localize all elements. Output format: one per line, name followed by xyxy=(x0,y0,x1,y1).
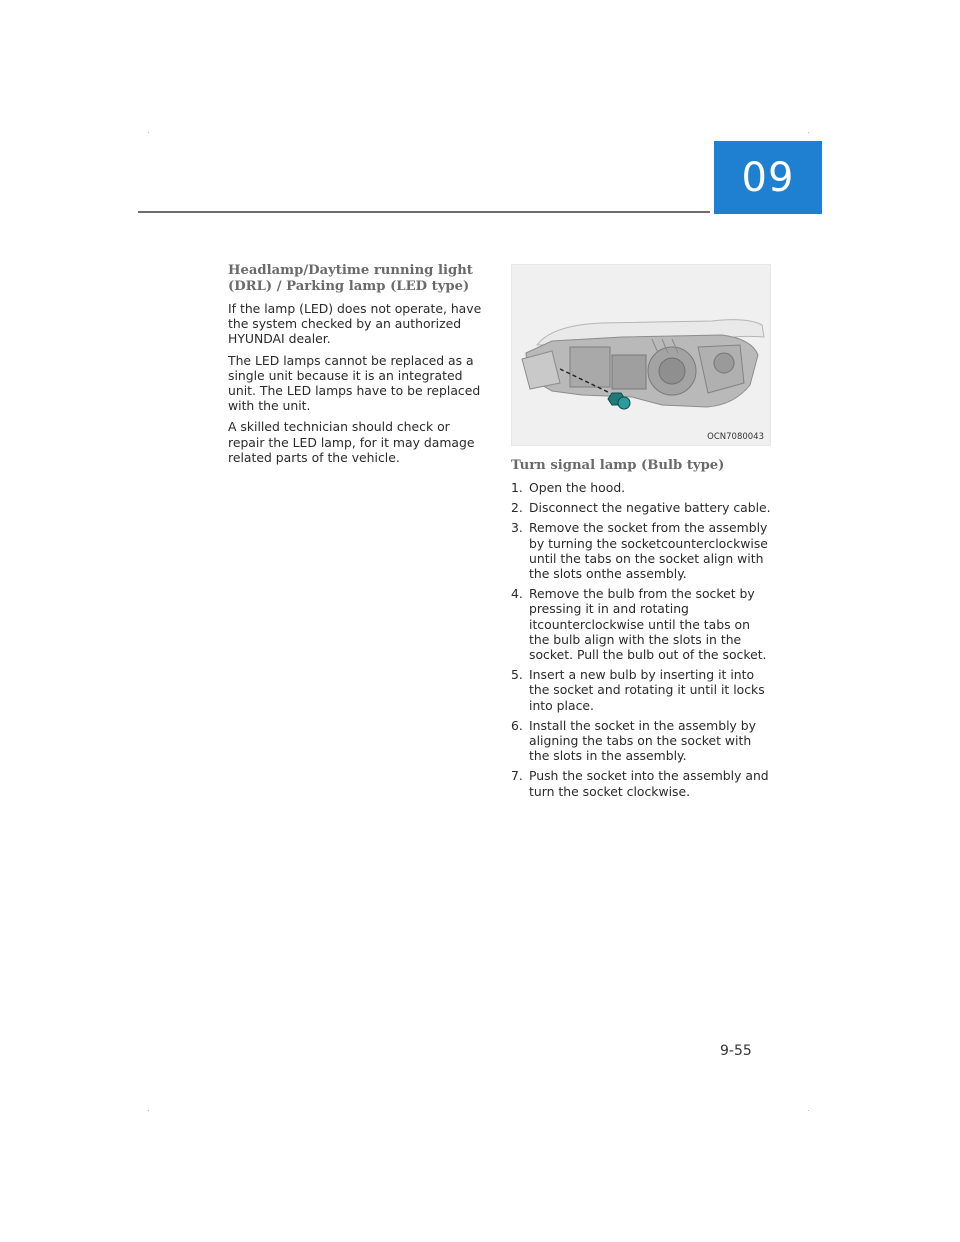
chapter-number: 09 xyxy=(741,154,795,201)
header-rule xyxy=(138,211,710,213)
right-column xyxy=(511,264,773,804)
headlamp-assembly-illustration xyxy=(511,264,771,446)
figure-code: OCN7080043 xyxy=(707,432,764,442)
list-item: 2. Disconnect the negative battery cable. xyxy=(511,500,771,516)
list-item: 7. Push the socket into the assembly and turn the socket clockwise. xyxy=(511,768,769,799)
crop-mark xyxy=(148,1110,149,1111)
crop-mark xyxy=(808,132,809,133)
chapter-tab xyxy=(714,141,822,214)
crop-mark xyxy=(808,1110,809,1111)
left-column xyxy=(228,263,490,471)
paragraph: A skilled technician should check or repair the LED lamp, for it may damage related parts of the vehicle. xyxy=(228,419,475,465)
headlamp-assembly-drawing xyxy=(512,265,770,445)
list-item: 5. Insert a new bulb by inserting it into the socket and rotating it until it locks into place. xyxy=(511,667,765,713)
crop-mark xyxy=(148,132,149,133)
page-number: 9-55 xyxy=(720,1043,752,1059)
list-item: 6. Install the socket in the assembly by aligning the tabs on the socket with the slots in the assembly. xyxy=(511,717,756,764)
section-heading-led: Headlamp/Daytime running light (DRL) / Parking lamp (LED type) xyxy=(228,263,473,294)
steps-list xyxy=(511,480,773,799)
paragraph: If the lamp (LED) does not operate, have the system checked by an authorized HYUNDAI dealer. xyxy=(228,301,482,347)
paragraph: The LED lamps cannot be replaced as a single unit because it is an integrated unit. The LED lamps have to be replaced with the unit. xyxy=(228,352,481,414)
list-item: 4. Remove the bulb from the socket by pressing it in and rotating itcounterclockwise until the tabs on the bulb align with the slots in the socket. Pull the bulb out of the socket. xyxy=(511,586,767,663)
list-item: 3. Remove the socket from the assembly by turning the socketcounterclockwise until the tabs on the socket align with the slots onthe assembly. xyxy=(511,520,768,582)
list-item: 1. Open the hood. xyxy=(511,480,626,495)
section-heading-turn-signal: Turn signal lamp (Bulb type) xyxy=(511,458,725,473)
